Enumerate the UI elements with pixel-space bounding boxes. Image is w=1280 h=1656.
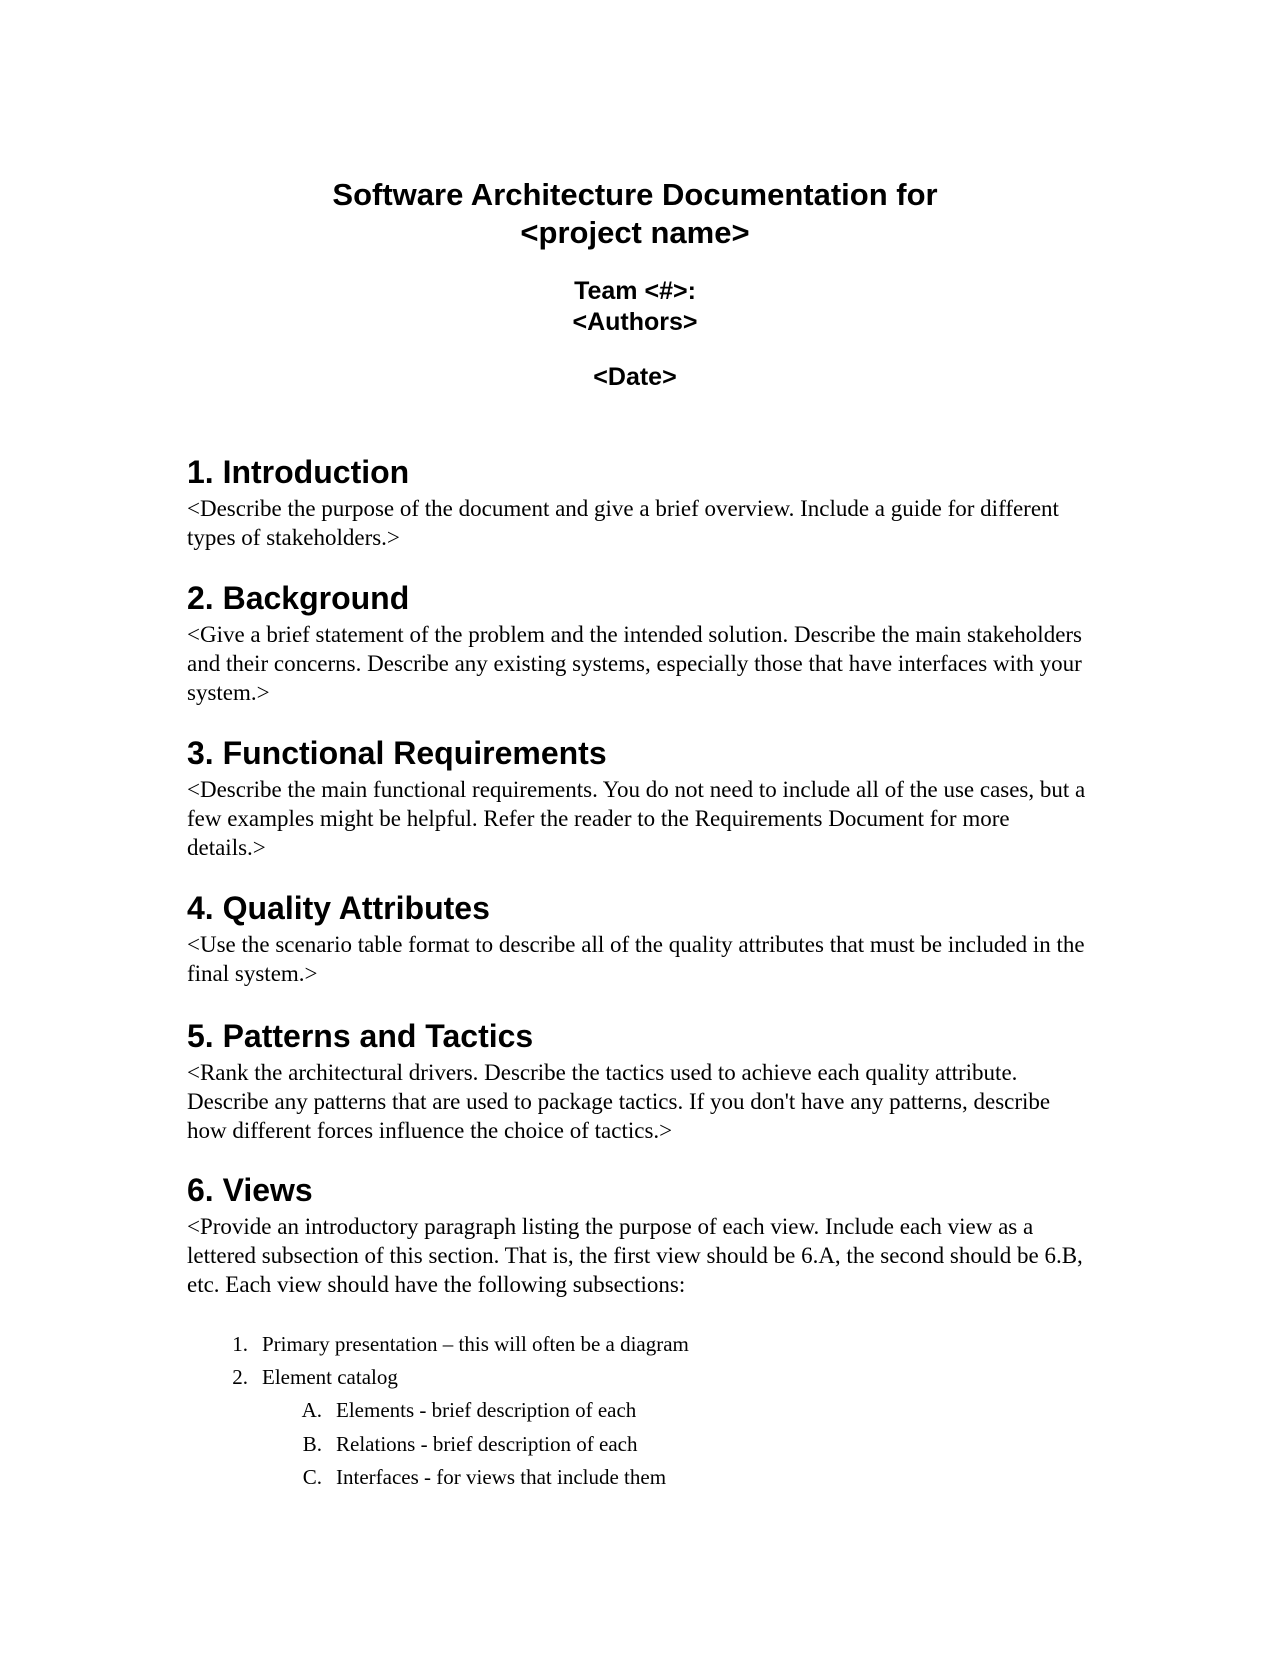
team-block — [0, 276, 1270, 338]
section-quality-attributes — [187, 890, 1087, 988]
list-item — [284, 1431, 637, 1457]
section-functional-requirements — [187, 735, 1087, 862]
section-body: <Describe the purpose of the document and give a brief overview. Include a guide for different types of stakeholders.> — [187, 496, 1059, 550]
section-heading: 4. Quality Attributes — [187, 890, 490, 926]
list-text: Element catalog — [262, 1365, 398, 1389]
authors-label: <Authors> — [572, 308, 698, 336]
section-body: <Rank the architectural drivers. Describe the tactics used to achieve each quality attribute. Describe any patterns that are used to package tactics. If you don't have any patterns, describe how different forces influence the choice of tactics.> — [187, 1060, 1051, 1143]
section-heading: 2. Background — [187, 580, 410, 616]
list-marker: 1. — [232, 1332, 248, 1356]
list-text: Interfaces - for views that include them — [336, 1465, 667, 1489]
list-text: Elements - brief description of each — [336, 1398, 637, 1422]
list-item — [284, 1464, 666, 1490]
title-line-2: <project name> — [520, 215, 750, 250]
section-heading: 6. Views — [187, 1172, 313, 1208]
section-body: <Use the scenario table format to describe all of the quality attributes that must be included in the final system.> — [187, 932, 1085, 986]
list-marker: 2. — [232, 1365, 248, 1389]
section-body: <Describe the main functional requirements. You do not need to include all of the use cases, but a few examples might be helpful. Refer the reader to the Requirements Document for more details.> — [187, 777, 1086, 860]
section-body: <Provide an introductory paragraph listing the purpose of each view. Include each view as a lettered subsection of this section. That is, the first view should be 6.A, the second should be 6.B, etc. Each view should have the following subsections: — [187, 1214, 1083, 1297]
list-text: Primary presentation – this will often be a diagram — [262, 1332, 689, 1356]
title-line-1: Software Architecture Documentation for — [332, 177, 938, 212]
section-background — [187, 580, 1087, 707]
section-heading: 5. Patterns and Tactics — [187, 1018, 534, 1054]
list-marker: A. — [301, 1398, 322, 1422]
list-item — [210, 1364, 398, 1390]
document-title — [0, 176, 1270, 252]
section-views — [187, 1172, 1087, 1299]
section-patterns-tactics — [187, 1018, 1087, 1145]
team-label: Team <#>: — [574, 277, 696, 305]
section-heading: 1. Introduction — [187, 454, 410, 490]
section-introduction — [187, 454, 1087, 552]
date-label: <Date> — [593, 363, 677, 391]
list-marker: C. — [302, 1465, 322, 1489]
section-body: <Give a brief statement of the problem and the intended solution. Describe the main stakeholders and their concerns. Describe any existing systems, especially those that have interfaces with your system.> — [187, 622, 1083, 705]
section-heading: 3. Functional Requirements — [187, 735, 607, 771]
list-marker: B. — [302, 1432, 322, 1456]
list-text: Relations - brief description of each — [336, 1432, 638, 1456]
list-item — [210, 1331, 689, 1357]
list-item — [284, 1397, 636, 1423]
